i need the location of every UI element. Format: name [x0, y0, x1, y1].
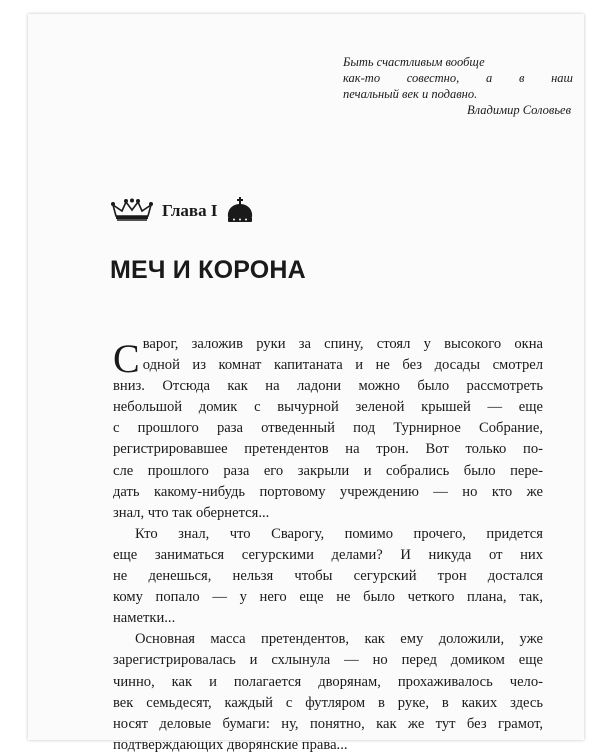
- text-line: знал, что так обернется...: [113, 504, 270, 521]
- text-line: одной из комнат капитаната и не без досады смотрел: [142, 357, 543, 374]
- chapter-title: МЕЧ И КОРОНА: [110, 256, 306, 284]
- text-line: небольшой домик с вычурной зеленой крышей — еще: [113, 399, 543, 416]
- text-line: Кто знал, что Сварогу, помимо прочего, придется: [135, 525, 543, 542]
- text-line: дать какому-нибудь портовому учреждению — но кто же: [113, 483, 543, 500]
- chapter-body: [113, 334, 543, 756]
- chapter-label: Глава I: [162, 201, 218, 220]
- text-line: подтверждающих дворянские права...: [113, 736, 348, 753]
- paragraph: [113, 334, 543, 524]
- text-line: вниз. Отсюда как на ладони можно было рассмотреть: [113, 378, 543, 395]
- paragraph: [113, 524, 543, 629]
- paragraph: [113, 629, 543, 756]
- text-line: с прошлого раза отведенный под Турнирное Собрание,: [113, 420, 543, 437]
- chapter-heading: [110, 197, 255, 225]
- text-line: Основная масса претендентов, как ему доложили, уже: [135, 631, 543, 648]
- epigraph: [343, 54, 573, 118]
- crown-solid-icon: [225, 197, 255, 225]
- text-line: наметки...: [113, 610, 176, 627]
- text-line: век семьдесят, каждый с футляром в руке, в каких здесь: [113, 694, 543, 711]
- text-line: еще заниматься сегурскими делами? И никуда от них: [113, 546, 543, 563]
- epigraph-line: Быть счастливым вообще: [343, 55, 485, 69]
- text-line: регистрировавшее претендентов на трон. Вот только по-: [113, 441, 543, 458]
- text-line: зарегистрировалась и схлынула — но перед домиком еще: [113, 652, 543, 669]
- epigraph-line: как-то совестно, а в наш: [343, 71, 573, 85]
- text-line: варог, заложив руки за спину, стоял у высокого окна: [142, 336, 543, 352]
- book-page: [28, 14, 584, 753]
- epigraph-line: печальный век и подавно.: [343, 87, 478, 101]
- drop-cap: С: [113, 336, 140, 381]
- text-line: кому попало — у него еще не было четкого плана, так,: [113, 589, 543, 606]
- text-line: сле прошлого раза его закрыли и собрались было пере-: [113, 462, 543, 479]
- text-line: не денешься, нельзя чтобы сегурский трон достался: [113, 568, 543, 585]
- epigraph-author: Владимир Соловьев: [467, 103, 571, 117]
- crown-outline-icon: [110, 198, 154, 224]
- text-line: чинно, как и полагается дворянам, прохаживалось чело-: [113, 673, 543, 690]
- text-line: носят деловые бумаги: ну, понятно, как же тут без грамот,: [113, 715, 543, 732]
